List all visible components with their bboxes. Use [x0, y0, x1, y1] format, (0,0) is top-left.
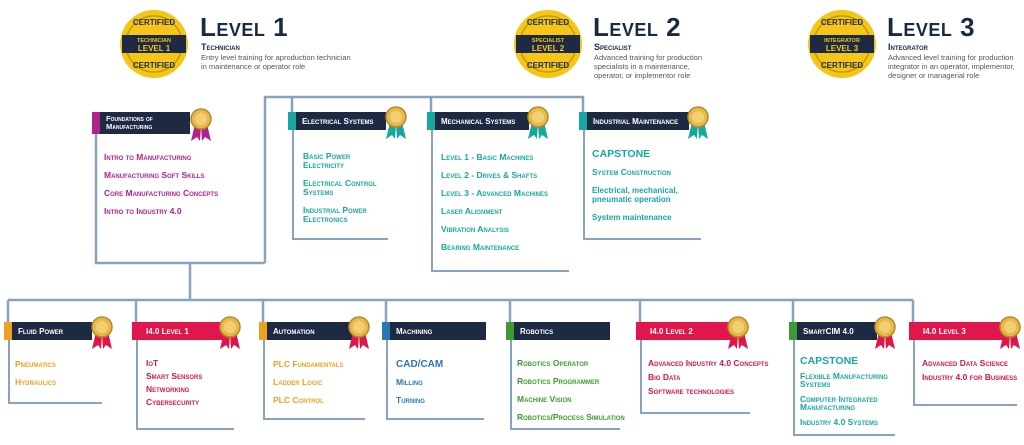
list-item[interactable]: Smart Sensors	[146, 371, 203, 381]
module-title: Electrical Systems	[296, 112, 386, 130]
module-title: Fluid Power	[12, 322, 92, 340]
list-item[interactable]: Machine Vision	[517, 394, 572, 404]
module-items	[15, 359, 103, 395]
list-item[interactable]: Level 3 - Advanced Machines	[441, 188, 548, 198]
list-item[interactable]: System maintenance	[592, 213, 672, 222]
module-title: I4.0 Level 3	[917, 322, 1003, 340]
module-title: Industrial Maintenance	[587, 112, 689, 130]
certified-seal-icon	[118, 8, 190, 80]
module-items	[648, 359, 792, 403]
level-description: Advanced level training for production integrator in an operator, implementor, designer or managerial role	[888, 53, 1015, 80]
list-item[interactable]: Core Manufacturing Concepts	[104, 188, 219, 198]
list-item[interactable]: PLC Control	[273, 395, 324, 405]
module-items	[273, 359, 365, 413]
list-item[interactable]: Advanced Industry 4.0 Concepts	[648, 358, 769, 368]
list-item[interactable]: Software technologies	[648, 386, 735, 396]
list-item[interactable]: Industry 4.0 for Business	[922, 372, 1018, 382]
svg-text:CERTIFIED: CERTIFIED	[526, 61, 570, 70]
medal-icon	[872, 316, 898, 350]
medal-icon	[217, 316, 243, 350]
list-item[interactable]: System Construction	[592, 167, 671, 177]
svg-text:LEVEL 2: LEVEL 2	[531, 44, 565, 53]
list-item[interactable]: Industrial Power Electronics	[303, 205, 367, 224]
module-title: Foundations of Manufacturing	[100, 112, 190, 134]
medal-icon	[997, 316, 1023, 350]
module-items	[592, 150, 710, 229]
module-tab	[636, 322, 644, 340]
module-items	[146, 359, 234, 414]
list-item[interactable]: Milling	[396, 377, 423, 387]
module-title: Automation	[267, 322, 353, 340]
list-item[interactable]: Turning	[396, 395, 425, 405]
list-item[interactable]: Robotics Programmer	[517, 376, 600, 386]
module-tab	[259, 322, 267, 340]
list-item[interactable]: Intro to Manufacturing	[104, 152, 192, 162]
certified-seal-icon	[512, 8, 584, 80]
list-item[interactable]: Flexible Manufacturing Systems	[800, 370, 888, 389]
module-tab	[288, 112, 296, 130]
list-item[interactable]: Level 1 - Basic Machines	[441, 152, 534, 162]
medal-icon	[346, 316, 372, 350]
module-items	[303, 152, 391, 231]
svg-text:LEVEL 1: LEVEL 1	[137, 44, 171, 53]
level-title: Level 2	[593, 12, 682, 42]
module-title: I4.0 Level 1	[140, 322, 224, 340]
module-title: Machining	[390, 322, 486, 340]
level-title: Level 3	[887, 12, 976, 42]
list-item[interactable]: Computer Integrated Manufacturing	[800, 393, 878, 412]
module-items	[922, 359, 1022, 389]
list-item[interactable]: Hydraulics	[15, 377, 57, 387]
list-item[interactable]: PLC Fundamentals	[273, 359, 344, 369]
list-item[interactable]: IoT	[146, 358, 159, 368]
list-item[interactable]: Laser Alignment	[441, 206, 503, 216]
module-tab	[579, 112, 587, 130]
list-item[interactable]: Cybersecurity	[146, 397, 200, 407]
svg-text:CERTIFIED: CERTIFIED	[526, 18, 570, 27]
list-item[interactable]: Ladder Logic	[273, 377, 323, 387]
list-item[interactable]: Robotics Operator	[517, 358, 589, 368]
svg-text:CERTIFIED: CERTIFIED	[820, 18, 864, 27]
module-items	[800, 357, 906, 433]
medal-icon	[685, 106, 711, 140]
medal-icon	[89, 316, 115, 350]
list-item[interactable]: Level 2 - Drives & Shafts	[441, 170, 538, 180]
medal-icon	[525, 106, 551, 140]
module-items	[517, 359, 642, 429]
module-tab	[132, 322, 140, 340]
level-description: Advanced training for production specialists in a maintenance, operator, or implementor role	[594, 53, 702, 80]
list-item[interactable]: Manufacturing Soft Skills	[104, 170, 205, 180]
medal-icon	[383, 106, 409, 140]
list-item[interactable]: Industry 4.0 Systems	[800, 416, 879, 427]
module-items	[441, 152, 571, 260]
module-title: Mechanical Systems	[435, 112, 529, 130]
list-item[interactable]: CAD/CAM	[396, 359, 444, 370]
svg-text:CERTIFIED: CERTIFIED	[132, 61, 176, 70]
level-role: Specialist	[594, 42, 632, 52]
module-tab	[789, 322, 797, 340]
svg-text:CERTIFIED: CERTIFIED	[132, 18, 176, 27]
list-item[interactable]: Advanced Data Science	[922, 358, 1009, 368]
module-tab	[909, 322, 917, 340]
svg-text:TECHNICIAN: TECHNICIAN	[137, 38, 171, 44]
list-item[interactable]: CAPSTONE	[592, 148, 651, 160]
module-items	[396, 359, 484, 413]
list-item[interactable]: Electrical Control Systems	[303, 178, 377, 197]
module-items	[104, 152, 254, 224]
medal-icon	[188, 108, 214, 142]
list-item[interactable]: Robotics/Process Simulation	[517, 412, 625, 422]
list-item[interactable]: Intro to Industry 4.0	[104, 206, 182, 216]
list-item[interactable]: CAPSTONE	[800, 355, 859, 367]
module-tab	[4, 322, 12, 340]
module-title: I4.0 Level 2	[644, 322, 732, 340]
list-item[interactable]: Basic Power Electricity	[303, 151, 351, 170]
module-title: Robotics	[514, 322, 610, 340]
module-title: SmartCIM 4.0	[797, 322, 877, 340]
level-role: Integrator	[888, 42, 928, 52]
level-title: Level 1	[200, 12, 289, 42]
medal-icon	[725, 316, 751, 350]
list-item[interactable]: Networking	[146, 384, 190, 394]
level-role: Technician	[201, 42, 240, 52]
module-tab	[92, 112, 100, 134]
svg-text:LEVEL 3: LEVEL 3	[825, 44, 859, 53]
module-tab	[506, 322, 514, 340]
module-tab	[382, 322, 390, 340]
module-tab	[427, 112, 435, 130]
level-description: Entry level training for aproduction technician in maintenance or operator role	[201, 53, 351, 71]
svg-text:INTEGRATOR: INTEGRATOR	[824, 38, 860, 44]
list-item[interactable]: Big Data	[648, 372, 681, 382]
certified-seal-icon	[806, 8, 878, 80]
list-item[interactable]: Bearing Maintenance	[441, 242, 520, 252]
list-item[interactable]: Electrical, mechanical, pneumatic operation	[592, 186, 678, 204]
svg-text:CERTIFIED: CERTIFIED	[820, 61, 864, 70]
svg-text:SPECIALIST: SPECIALIST	[531, 38, 565, 44]
list-item[interactable]: Pneumatics	[15, 359, 56, 369]
list-item[interactable]: Vibration Analysis	[441, 224, 509, 234]
